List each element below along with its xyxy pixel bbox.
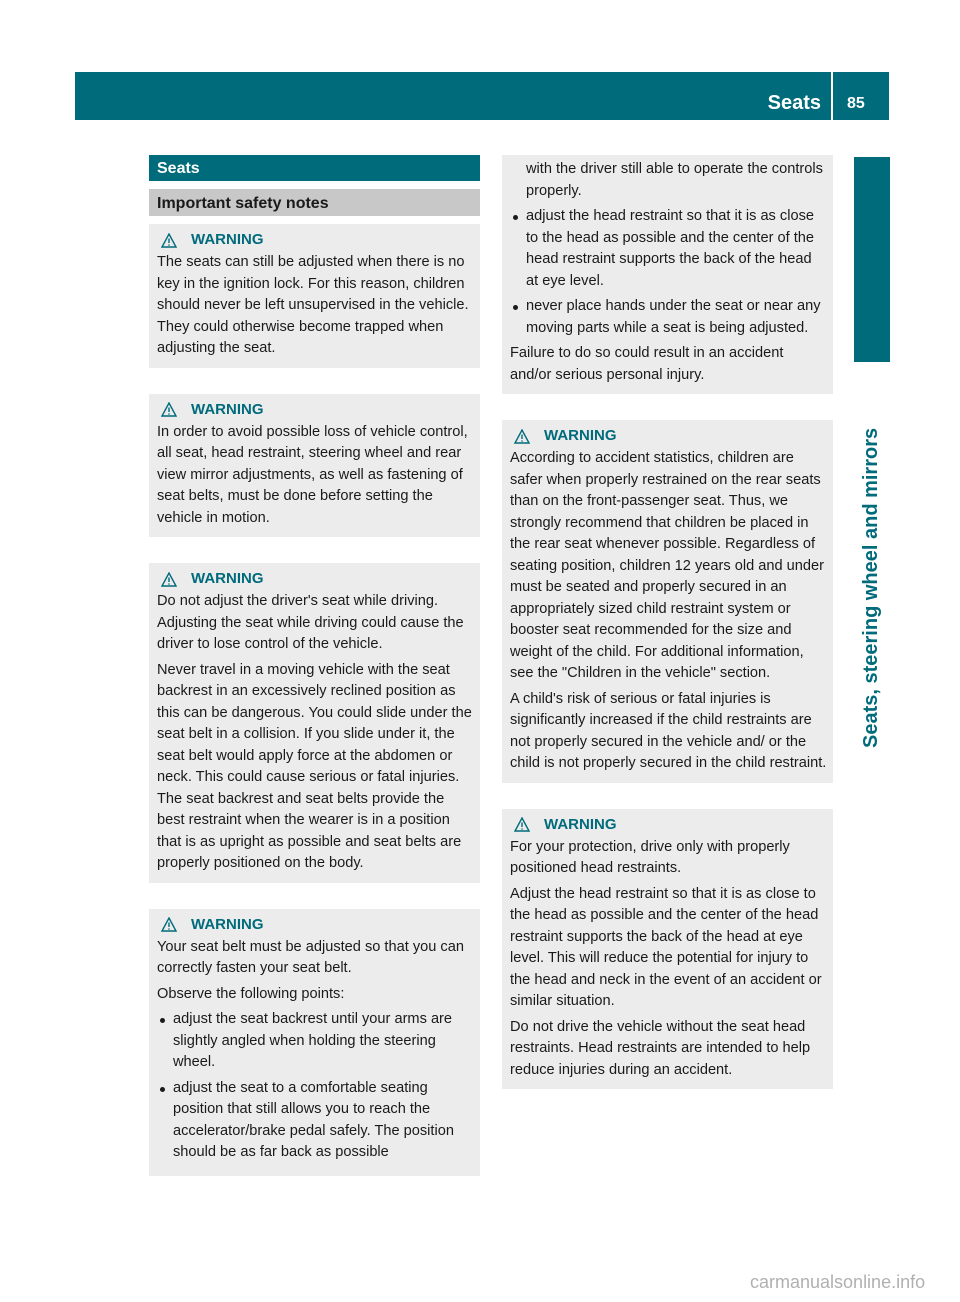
watermark: carmanualsonline.info (750, 1272, 926, 1292)
warning-label: WARNING (191, 915, 264, 933)
warning-text: Your seat belt must be adjusted so that you can correctly fasten your seat belt. (157, 938, 464, 976)
section-subtitle: Important safety notes (149, 189, 480, 216)
warning-box (149, 909, 480, 1176)
bullet-list (157, 1009, 474, 1164)
warning-heading (157, 913, 474, 937)
warning-text: Failure to do so could result in an accident and/or serious personal injury. (510, 345, 784, 383)
chapter-tab (854, 157, 890, 362)
warning-text: In order to avoid possible loss of vehicle control, all seat, head restraint, steering wheel and rear view mirror adjustments, as well as fastening of seat belts, must be done before setting the vehicle in motion. (157, 423, 468, 526)
warning-heading (510, 424, 827, 448)
header-title: Seats (767, 92, 821, 114)
warning-text: Do not adjust the driver's seat while driving. Adjusting the seat while driving could cause the driver to lose control of the vehicle. (157, 593, 464, 652)
warning-label: WARNING (191, 231, 264, 249)
warning-triangle-icon (161, 402, 177, 417)
right-column (502, 155, 833, 1089)
warning-heading (157, 228, 474, 252)
warning-box (149, 563, 480, 883)
warning-label: WARNING (544, 815, 617, 833)
warning-text: A child's risk of serious or fatal injuries is significantly increased if the child restraints are not properly secured in the vehicle and/ or the child is not properly secured in the child restraint. (510, 690, 827, 771)
warning-text: Adjust the head restraint so that it is as close to the head as possible and the center of the head restraint supports the back of the head at eye level. This will reduce the potential for injury to the head and neck in the event of an accident or similar situation. (510, 885, 822, 1009)
warning-text: The seats can still be adjusted when there is no key in the ignition lock. For this reason, children should never be left unsupervised in the vehicle. They could otherwise become trapped when adjusting the seat. (157, 254, 469, 356)
warning-text: Never travel in a moving vehicle with the seat backrest in an excessively reclined position as this can be dangerous. You could slide under the seat belt in a collision. If you slide under it, the seat belt would apply force at the abdomen or neck. This could cause serious or fatal injuries. The seat backrest and seat belts provide the best restraint when the wearer is in a position that is as upright as possible and seat belts are properly positioned on the body. (157, 661, 472, 871)
header-bar (75, 72, 889, 120)
warning-triangle-icon (514, 429, 530, 444)
warning-box (502, 809, 833, 1090)
bullet-list (510, 159, 827, 339)
warning-text: Do not drive the vehicle without the seat head restraints. Head restraints are intended to help reduce injuries during an accident. (510, 1018, 811, 1078)
warning-text: According to accident statistics, children are safer when properly restrained on the rear seats than on the front-passenger seat. Thus, we strongly recommend that children be placed in the rear seat whenever possible. Regardless of seating position, children 12 years old and under must be seated and properly secured in an appropriately sized child restraint system or booster seat recommended for the size and weight of the child. For additional information, see the "Children in the vehicle" section. (510, 450, 824, 681)
warning-triangle-icon (161, 572, 177, 587)
list-item: never place hands under the seat or near any moving parts while a seat is being adjusted. (510, 296, 827, 339)
warning-heading (510, 813, 827, 837)
warning-box (502, 420, 833, 783)
warning-box (149, 224, 480, 368)
chapter-label: Seats, steering wheel and mirrors (860, 427, 882, 748)
warning-label: WARNING (191, 400, 264, 418)
warning-heading (157, 398, 474, 422)
warning-text: Observe the following points: (157, 985, 345, 1002)
section-title: Seats (149, 155, 480, 181)
warning-triangle-icon (514, 817, 530, 832)
list-item-continuation: with the driver still able to operate the controls properly. (526, 161, 823, 199)
warning-triangle-icon (161, 233, 177, 248)
page-number: 85 (847, 95, 865, 112)
warning-heading (157, 567, 474, 591)
list-item: adjust the seat to a comfortable seating position that still allows you to reach the accelerator/brake pedal safely. The position should be as far back as possible (157, 1078, 474, 1164)
list-item: adjust the seat backrest until your arms are slightly angled when holding the steering wheel. (157, 1009, 474, 1074)
warning-triangle-icon (161, 917, 177, 932)
warning-box-continued (502, 155, 833, 394)
warning-label: WARNING (191, 570, 264, 588)
left-column (149, 155, 480, 1176)
list-item: adjust the head restraint so that it is as close to the head as possible and the center of the head restraint supports the back of the head at eye level. (510, 206, 827, 292)
warning-box (149, 394, 480, 538)
header-divider (831, 72, 833, 120)
warning-label: WARNING (544, 427, 617, 445)
warning-text: For your protection, drive only with properly positioned head restraints. (510, 838, 790, 876)
